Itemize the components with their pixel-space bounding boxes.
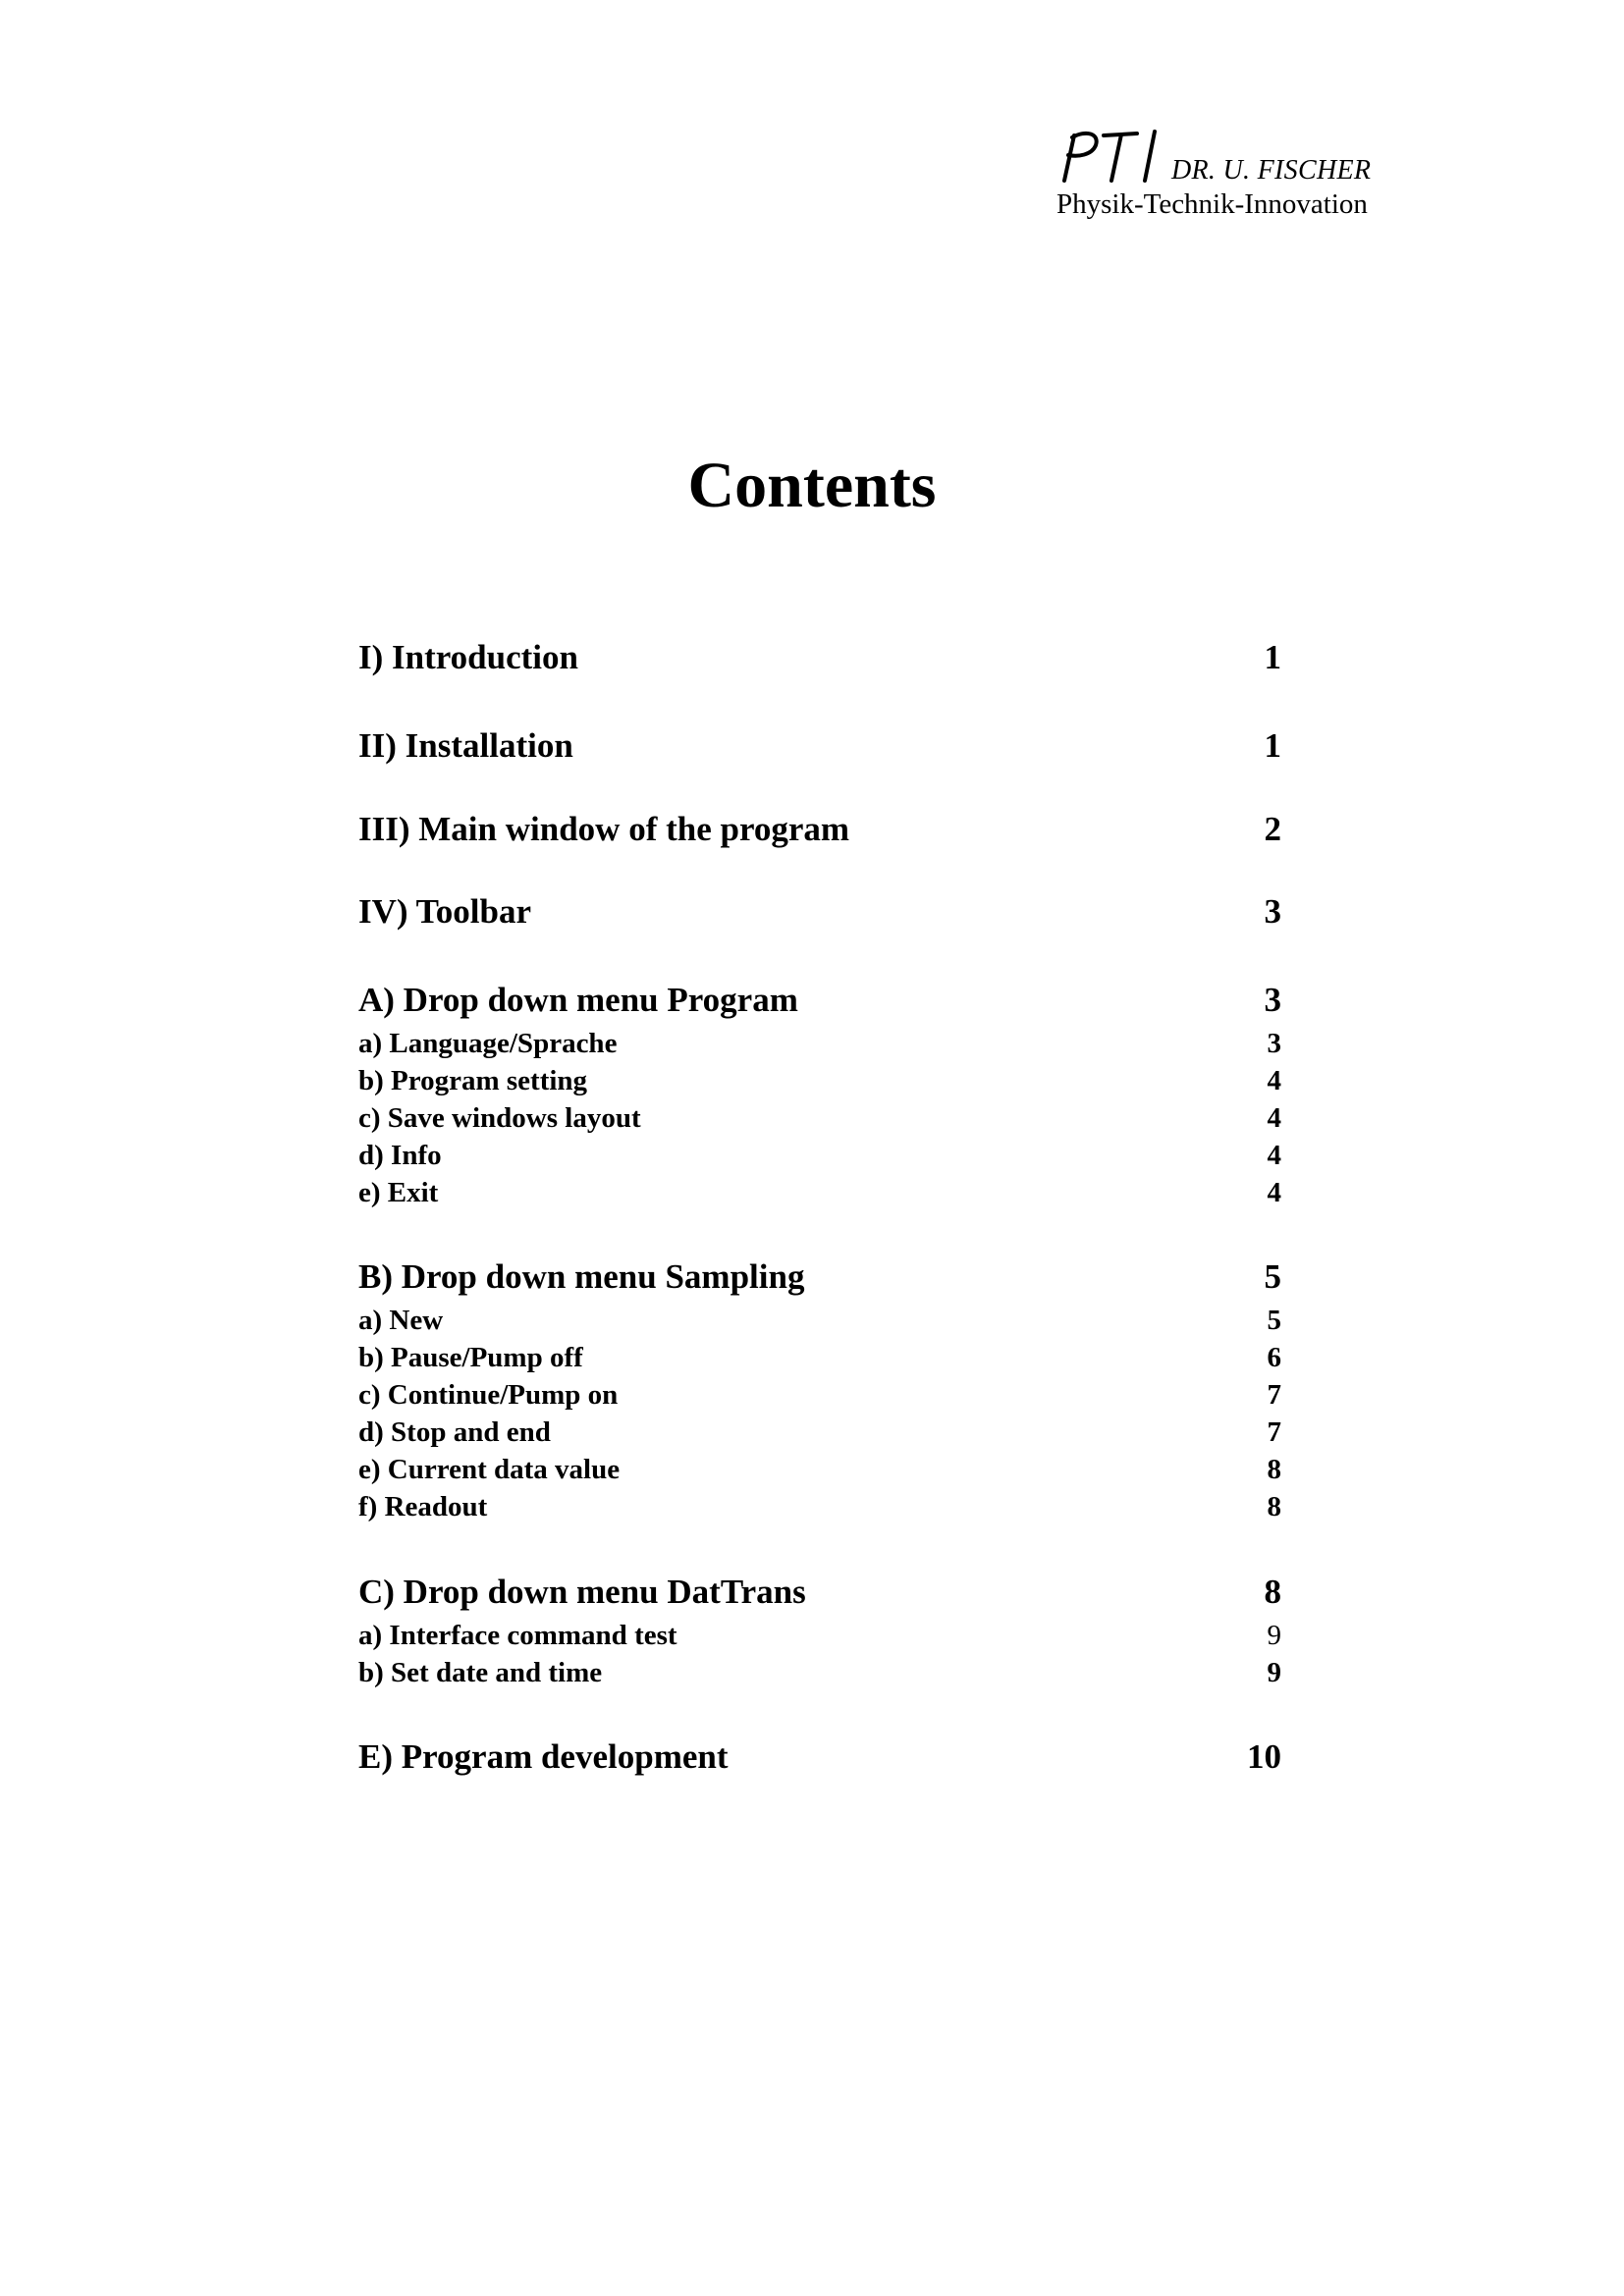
table-of-contents: [358, 0, 1281, 2296]
toc-entry-label: E) Program development: [358, 1737, 729, 1776]
page-title: Contents: [687, 450, 937, 521]
toc-entry-label: f) Readout: [358, 1491, 488, 1522]
toc-entry-label: b) Pause/Pump off: [358, 1342, 583, 1373]
toc-entry-label: a) New: [358, 1305, 444, 1336]
toc-entry-page: 4: [1267, 1102, 1281, 1134]
toc-entry-page: 4: [1267, 1177, 1281, 1208]
toc-entry-label: III) Main window of the program: [358, 810, 850, 848]
toc-entry-label: b) Set date and time: [358, 1657, 603, 1688]
toc-entry-page: 6: [1267, 1342, 1281, 1373]
company-name: Physik-Technik-Innovation: [1056, 188, 1368, 220]
toc-entry-page: 3: [1267, 1028, 1281, 1059]
toc-entry-page: 2: [1264, 810, 1281, 848]
toc-entry-label: c) Save windows layout: [358, 1102, 641, 1134]
toc-entry-page: 7: [1267, 1379, 1281, 1411]
toc-entry-label: d) Stop and end: [358, 1416, 551, 1448]
toc-entry-page: 5: [1267, 1305, 1281, 1336]
toc-entry-label: IV) Toolbar: [358, 892, 532, 931]
author-name: DR. U. FISCHER: [1171, 155, 1372, 186]
toc-entry-page: 8: [1267, 1454, 1281, 1485]
toc-entry-page: 8: [1267, 1491, 1281, 1522]
toc-entry-page: 9: [1267, 1657, 1281, 1688]
toc-entry-label: a) Language/Sprache: [358, 1028, 618, 1059]
toc-entry-page: 8: [1264, 1573, 1281, 1611]
toc-entry-label: I) Introduction: [358, 638, 578, 676]
toc-entry-page: 1: [1264, 638, 1281, 676]
toc-entry-page: 3: [1264, 892, 1281, 931]
toc-entry-page: 4: [1267, 1140, 1281, 1171]
toc-entry-label: e) Current data value: [358, 1454, 621, 1485]
toc-entry-label: d) Info: [358, 1140, 442, 1171]
toc-entry-label: C) Drop down menu DatTrans: [358, 1573, 806, 1611]
toc-entry-page: 7: [1267, 1416, 1281, 1448]
toc-entry-page: 3: [1264, 981, 1281, 1019]
toc-entry-label: a) Interface command test: [358, 1620, 677, 1651]
toc-entry-page: 9: [1267, 1620, 1281, 1651]
toc-entry-label: II) Installation: [358, 726, 573, 765]
toc-entry-label: c) Continue/Pump on: [358, 1379, 619, 1411]
toc-entry-page: 1: [1264, 726, 1281, 765]
toc-entry-page: 10: [1247, 1737, 1281, 1776]
toc-entry-label: B) Drop down menu Sampling: [358, 1257, 805, 1296]
toc-entry-page: 4: [1267, 1065, 1281, 1096]
toc-entry-label: A) Drop down menu Program: [358, 981, 798, 1019]
toc-entry-page: 5: [1264, 1257, 1281, 1296]
toc-entry-label: e) Exit: [358, 1177, 439, 1208]
toc-entry-label: b) Program setting: [358, 1065, 588, 1096]
